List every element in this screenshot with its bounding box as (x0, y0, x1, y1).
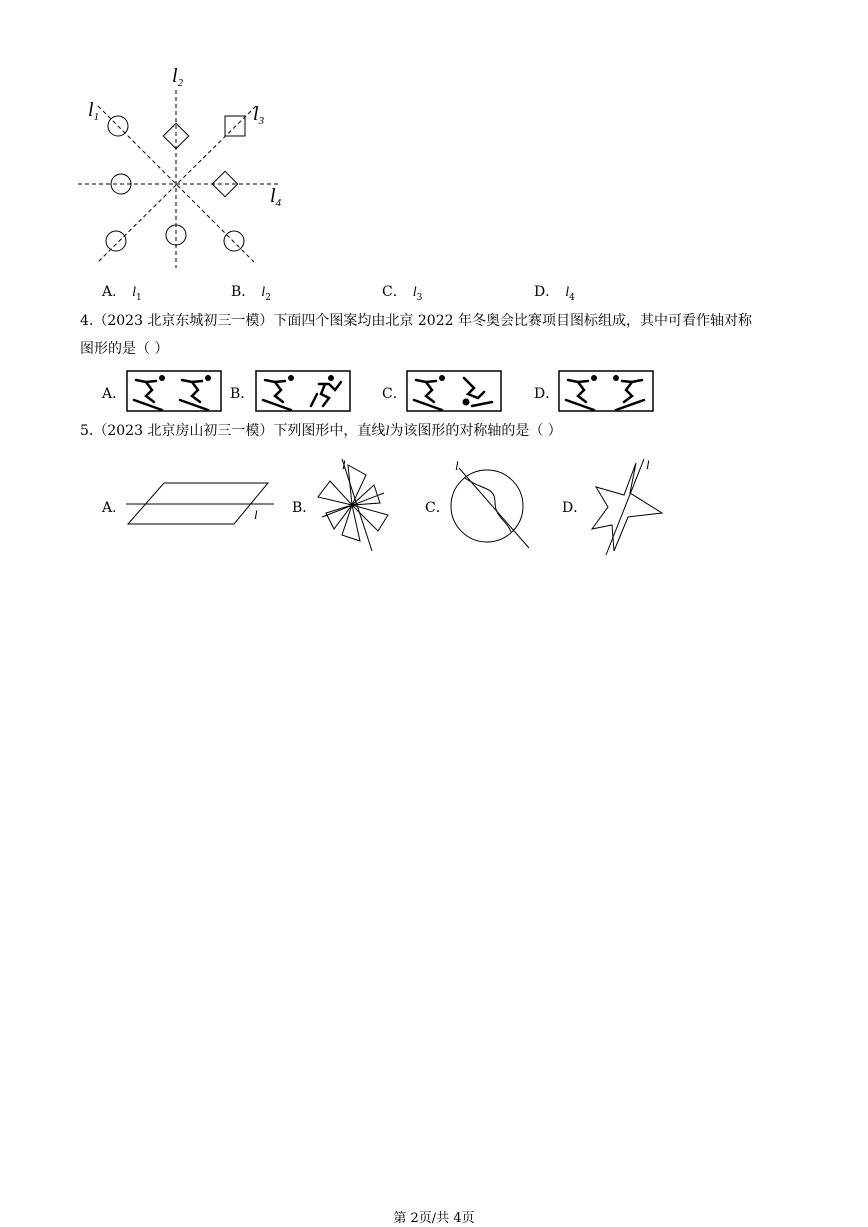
line-label: l (254, 507, 258, 522)
freestyle-pictogram-icon (311, 375, 341, 406)
option-letter: D． (534, 284, 560, 300)
q5-option-b-pinwheel (312, 455, 392, 555)
q4-option-c-letter: C． (382, 386, 407, 402)
q3-option-b: B． $l_2$ (231, 284, 271, 303)
q5-option-c-letter: C． (425, 500, 450, 516)
q3-symmetry-figure (70, 60, 300, 275)
q4-stem-line1: 4.（2023 北京东城初三一模）下面四个图案均由北京 2022 年冬奥会比赛项目图标组成，其中可看作轴对称 (80, 313, 752, 329)
ski-pictogram-icon (134, 375, 165, 410)
line-label: l (646, 457, 650, 472)
q4-option-a-pictograms (126, 370, 222, 412)
q4-option-a-letter: A． (102, 386, 127, 402)
page-footer: 第 2页/共 4页 (393, 1211, 475, 1226)
q4-option-c-pictograms (406, 370, 502, 412)
ski-pictogram-icon (566, 375, 597, 410)
ski-pictogram-icon (263, 375, 294, 410)
ski-pictogram-icon (414, 375, 445, 410)
q3-option-a: A． $l_1$ (102, 284, 142, 303)
circle-shape (166, 225, 186, 245)
q3-option-d: D． $l_4$ (534, 284, 575, 303)
ski-pictogram-icon (180, 375, 211, 410)
label-l2: $l_2$ (172, 65, 184, 89)
label-l4: $l_4$ (270, 185, 282, 209)
q5-stem: 5.（2023 北京房山初三一模）下列图形中，直线l为该图形的对称轴的是（ ） (80, 423, 562, 439)
q5-option-a-parallelogram (122, 478, 282, 528)
q3-option-c: C． $l_3$ (382, 284, 423, 303)
q4-option-b-letter: B． (230, 386, 255, 402)
line-label: l (342, 457, 346, 472)
line-label: l (455, 460, 459, 473)
skeleton-pictogram-icon (463, 378, 493, 406)
label-l1: $l_1$ (88, 99, 100, 123)
q5-option-a-letter: A． (102, 500, 127, 516)
q4-option-d-pictograms (558, 370, 654, 412)
option-letter: A． (102, 284, 127, 300)
q5-option-d-star (584, 455, 668, 559)
q5-option-c-yin-yang (445, 460, 535, 552)
q4-option-b-pictograms (255, 370, 351, 412)
label-l3: $l_3$ (253, 103, 265, 127)
circle-shape (106, 231, 126, 251)
q4-option-d-letter: D． (534, 386, 560, 402)
ski-pictogram-mirrored-icon (613, 375, 644, 410)
option-letter: C． (382, 284, 407, 300)
option-letter: B． (231, 284, 256, 300)
q5-option-b-letter: B． (292, 500, 317, 516)
q4-stem-line2: 图形的是（ ） (80, 341, 169, 357)
q5-option-d-letter: D． (562, 500, 588, 516)
circle-shape (224, 231, 244, 251)
